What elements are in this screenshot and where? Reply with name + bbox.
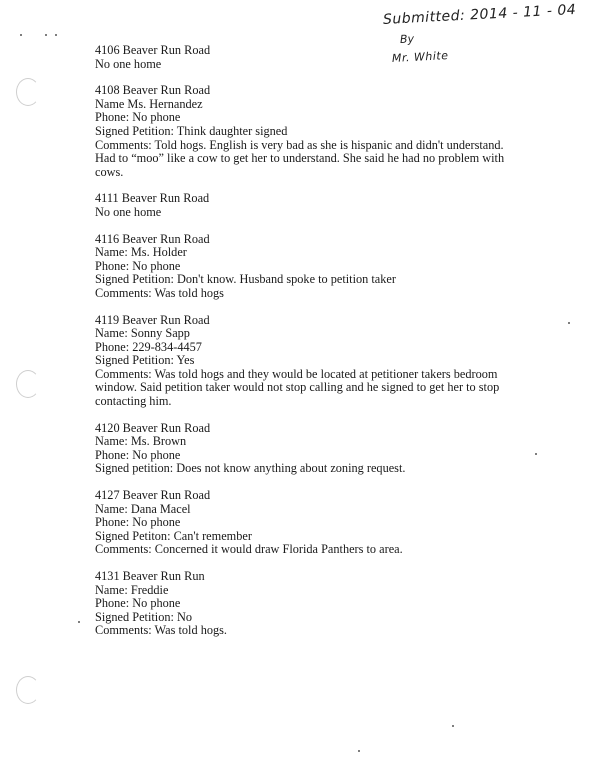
record-phone: Phone: No phone bbox=[95, 447, 181, 462]
record-name: Name: Dana Macel bbox=[95, 501, 191, 516]
record-line: No one home bbox=[95, 56, 162, 71]
record-comments: Comments: Told hogs. English is very bad as she is hispanic and didn't understand. bbox=[95, 137, 504, 152]
record-4131 bbox=[95, 570, 515, 638]
punch-hole-mark bbox=[16, 676, 40, 704]
record-address: 4119 Beaver Run Road bbox=[95, 312, 210, 327]
record-comments: Comments: Concerned it would draw Florida Panthers to area. bbox=[95, 542, 403, 557]
record-comments-continued: Had to “moo” like a cow to get her to understand. She said he had no problem with bbox=[95, 151, 505, 166]
record-address: 4111 Beaver Run Road bbox=[95, 191, 210, 206]
record-4108 bbox=[95, 84, 515, 179]
punch-hole-mark bbox=[16, 370, 40, 398]
punch-hole-mark bbox=[16, 78, 40, 106]
scan-speck bbox=[568, 322, 570, 324]
survey-records bbox=[95, 44, 515, 651]
record-name: Name: Ms. Brown bbox=[95, 434, 187, 449]
record-comments-continued: window. Said petition taker would not stop calling and he signed to get her to stop bbox=[95, 380, 500, 395]
record-signed-petition: Signed Petition: Yes bbox=[95, 353, 195, 368]
record-comments: Comments: Was told hogs bbox=[95, 285, 224, 300]
record-name: Name: Freddie bbox=[95, 582, 169, 597]
record-signed-petition: Signed petition: Does not know anything about zoning request. bbox=[95, 461, 406, 476]
record-name: Name: Ms. Holder bbox=[95, 245, 187, 260]
record-comments-continued: cows. bbox=[95, 164, 124, 179]
scan-speck bbox=[535, 453, 537, 455]
record-address: 4120 Beaver Run Road bbox=[95, 420, 211, 435]
record-phone: Phone: No phone bbox=[95, 515, 181, 530]
record-phone: Phone: 229-834-4457 bbox=[95, 339, 202, 354]
record-phone: Phone: No phone bbox=[95, 596, 181, 611]
handwritten-by: By bbox=[399, 32, 415, 46]
record-address: 4127 Beaver Run Road bbox=[95, 488, 211, 503]
scan-speck bbox=[45, 34, 47, 36]
handwritten-name: Mr. White bbox=[391, 49, 449, 65]
scan-speck bbox=[358, 750, 360, 752]
record-name: Name: Sonny Sapp bbox=[95, 326, 190, 341]
record-signed-petition: Signed Petition: Don't know. Husband spoke to petition taker bbox=[95, 272, 396, 287]
record-phone: Phone: No phone bbox=[95, 110, 181, 125]
record-4119 bbox=[95, 314, 515, 409]
record-comments: Comments: Was told hogs. bbox=[95, 623, 228, 638]
scan-speck bbox=[452, 725, 454, 727]
record-4127 bbox=[95, 489, 515, 557]
record-address: 4116 Beaver Run Road bbox=[95, 231, 210, 246]
record-comments-continued: contacting him. bbox=[95, 394, 172, 409]
record-4116 bbox=[95, 233, 515, 301]
scan-speck bbox=[78, 621, 80, 623]
record-comments: Comments: Was told hogs and they would be located at petitioner takers bedroom bbox=[95, 366, 498, 381]
record-4106 bbox=[95, 44, 515, 71]
scan-speck bbox=[55, 34, 57, 36]
record-4120 bbox=[95, 422, 515, 476]
record-address: 4131 Beaver Run Run bbox=[95, 569, 205, 583]
record-signed-petition: Signed Petition: Think daughter signed bbox=[95, 123, 288, 138]
record-phone: Phone: No phone bbox=[95, 258, 181, 273]
record-signed-petition: Signed Petition: No bbox=[95, 609, 193, 624]
record-address: 4108 Beaver Run Road bbox=[95, 83, 211, 98]
handwritten-submitted-date: Submitted: 2014 - 11 - 04 bbox=[382, 1, 577, 28]
record-address: 4106 Beaver Run Road bbox=[95, 43, 211, 57]
record-signed-petition: Signed Petiton: Can't remember bbox=[95, 528, 252, 543]
record-name: Name Ms. Hernandez bbox=[95, 96, 203, 111]
record-4111 bbox=[95, 192, 515, 219]
record-line: No one home bbox=[95, 204, 162, 219]
scan-speck bbox=[20, 34, 22, 36]
